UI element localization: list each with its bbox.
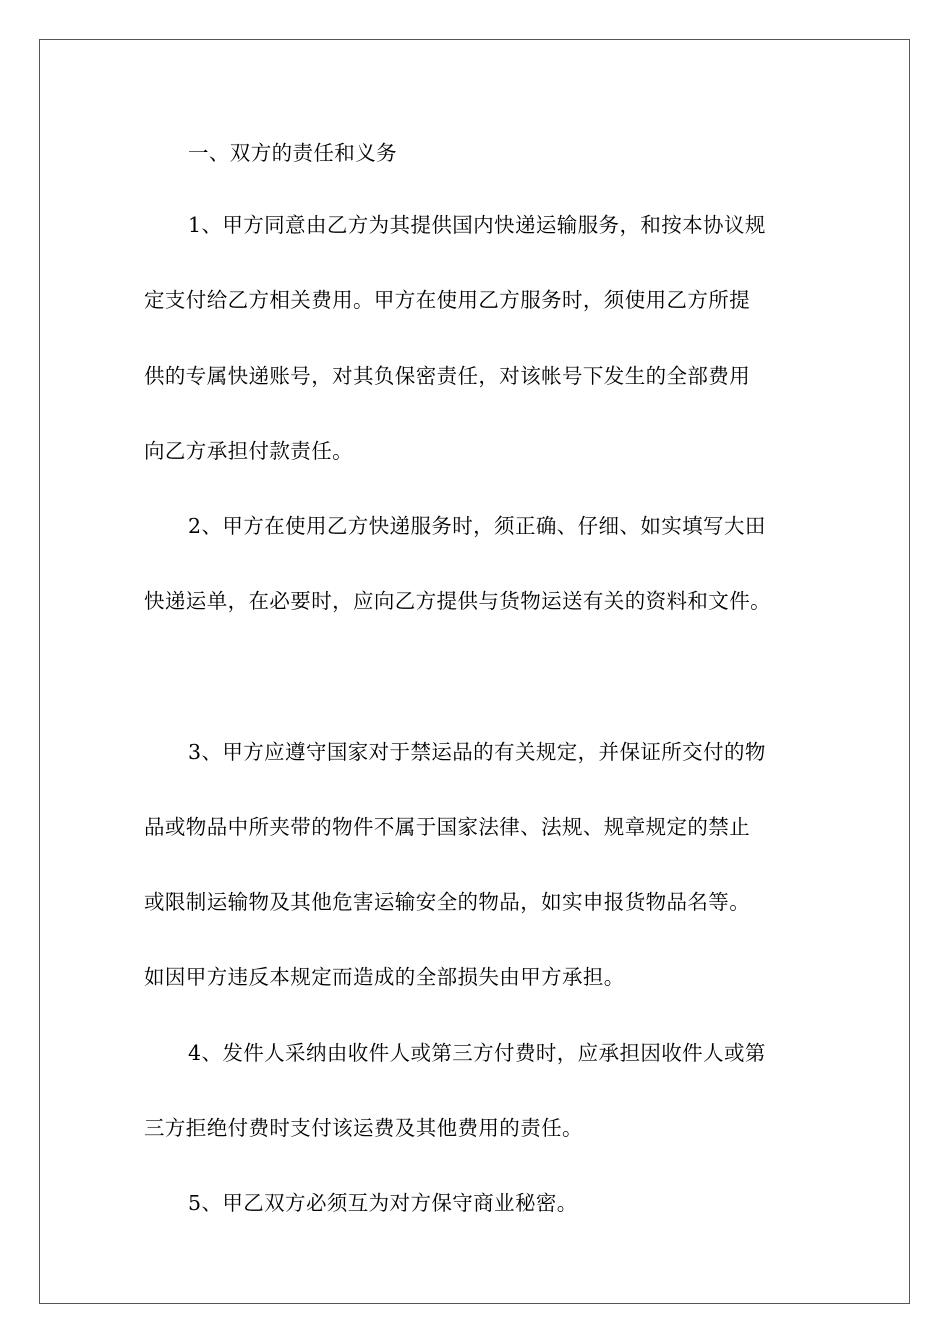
clause-5-line-1: 5、甲乙双方必须互为对方保守商业秘密。: [188, 1191, 578, 1215]
clause-3-line-3: 或限制运输物及其他危害运输安全的物品，如实申报货物品名等。: [144, 890, 751, 914]
clause-1-line-3: 供的专属快递账号，对其负保密责任，对该帐号下发生的全部费用: [144, 364, 751, 388]
clause-1-line-2: 定支付给乙方相关费用。甲方在使用乙方服务时，须使用乙方所提: [144, 288, 751, 312]
clause-2-line-2: 快递运单，在必要时，应向乙方提供与货物运送有关的资料和文件。: [144, 589, 771, 613]
clause-4-line-1: 4、发件人采纳由收件人或第三方付费时，应承担因收件人或第: [188, 1041, 766, 1065]
clause-1-line-1: 1、甲方同意由乙方为其提供国内快递运输服务，和按本协议规: [188, 213, 766, 237]
clause-4-line-2: 三方拒绝付费时支付该运费及其他费用的责任。: [144, 1116, 583, 1140]
clause-1-line-4: 向乙方承担付款责任。: [144, 439, 353, 463]
clause-3-line-1: 3、甲方应遵守国家对于禁运品的有关规定，并保证所交付的物: [188, 740, 766, 764]
clause-3-line-2: 品或物品中所夹带的物件不属于国家法律、法规、规章规定的禁止: [144, 815, 751, 839]
clause-3-line-4: 如因甲方违反本规定而造成的全部损失由甲方承担。: [144, 965, 625, 989]
section-heading: 一、双方的责任和义务: [188, 141, 397, 165]
clause-2-line-1: 2、甲方在使用乙方快递服务时，须正确、仔细、如实填写大田: [188, 514, 766, 538]
